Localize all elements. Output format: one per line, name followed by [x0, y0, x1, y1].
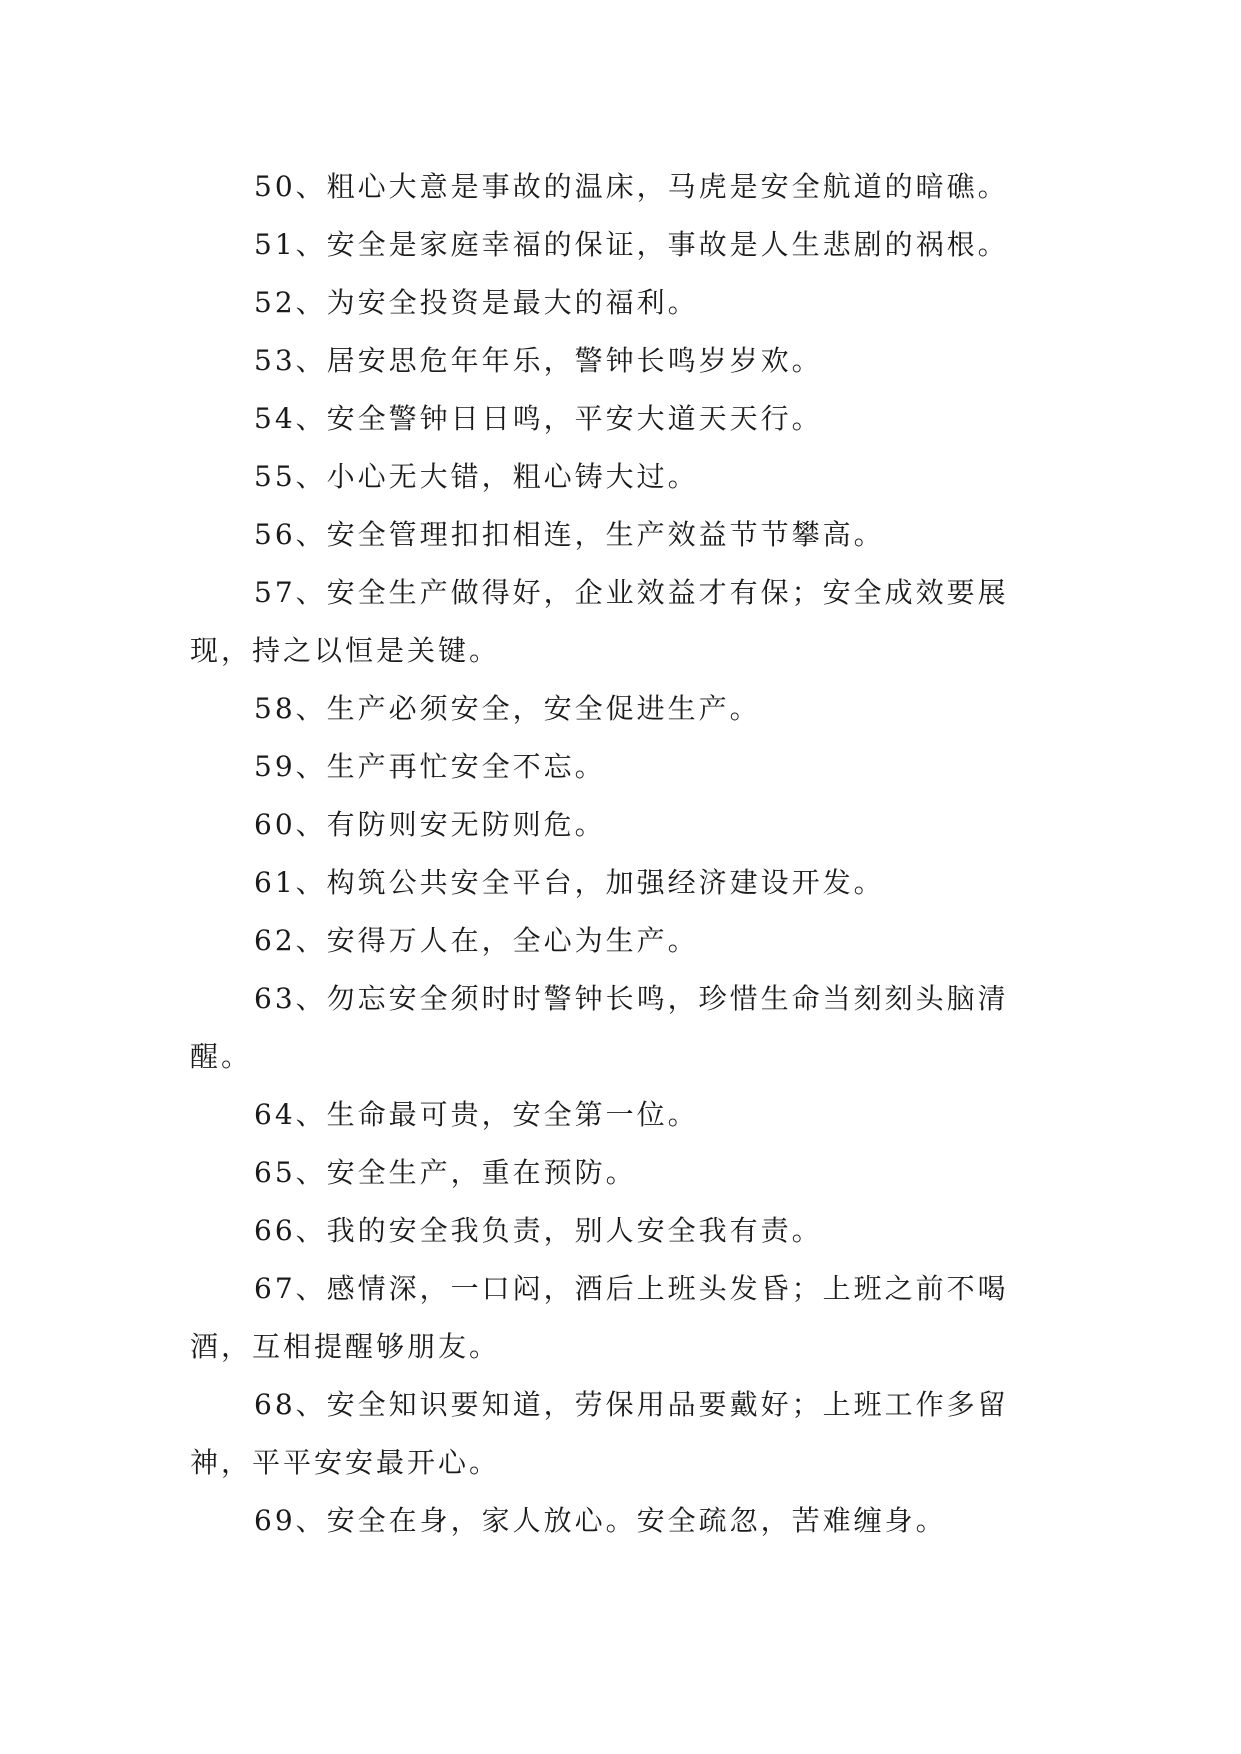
slogan-item-66: 66、我的安全我负责，别人安全我有责。 — [254, 1214, 823, 1247]
slogan-item-69: 69、安全在身，家人放心。安全疏忽，苦难缠身。 — [254, 1504, 947, 1537]
slogan-item-63: 63、勿忘安全须时时警钟长鸣，珍惜生命当刻刻头脑清醒。 — [190, 982, 1009, 1073]
slogan-item-52: 52、为安全投资是最大的福利。 — [254, 286, 699, 319]
slogan-item-61: 61、构筑公共安全平台，加强经济建设开发。 — [254, 866, 885, 899]
slogan-item-64: 64、生命最可贵，安全第一位。 — [254, 1098, 699, 1131]
slogan-item-51: 51、安全是家庭幸福的保证，事故是人生悲剧的祸根。 — [254, 228, 1009, 261]
slogan-item-50: 50、粗心大意是事故的温床，马虎是安全航道的暗礁。 — [254, 170, 1009, 203]
slogan-item-62: 62、安得万人在，全心为生产。 — [254, 924, 699, 957]
slogan-item-68: 68、安全知识要知道，劳保用品要戴好；上班工作多留神，平平安安最开心。 — [190, 1388, 1009, 1479]
slogan-item-53: 53、居安思危年年乐，警钟长鸣岁岁欢。 — [254, 344, 823, 377]
slogan-item-67: 67、感情深，一口闷，酒后上班头发昏；上班之前不喝酒，互相提醒够朋友。 — [190, 1272, 1009, 1363]
slogan-item-57: 57、安全生产做得好，企业效益才有保；安全成效要展现，持之以恒是关键。 — [190, 576, 1009, 667]
slogan-item-59: 59、生产再忙安全不忘。 — [254, 750, 606, 783]
slogan-item-54: 54、安全警钟日日鸣，平安大道天天行。 — [254, 402, 823, 435]
slogan-item-58: 58、生产必须安全，安全促进生产。 — [254, 692, 761, 725]
slogan-item-56: 56、安全管理扣扣相连，生产效益节节攀高。 — [254, 518, 885, 551]
slogan-item-60: 60、有防则安无防则危。 — [254, 808, 606, 841]
slogan-item-55: 55、小心无大错，粗心铸大过。 — [254, 460, 699, 493]
slogan-item-65: 65、安全生产，重在预防。 — [254, 1156, 637, 1189]
document-body — [190, 158, 1050, 1550]
